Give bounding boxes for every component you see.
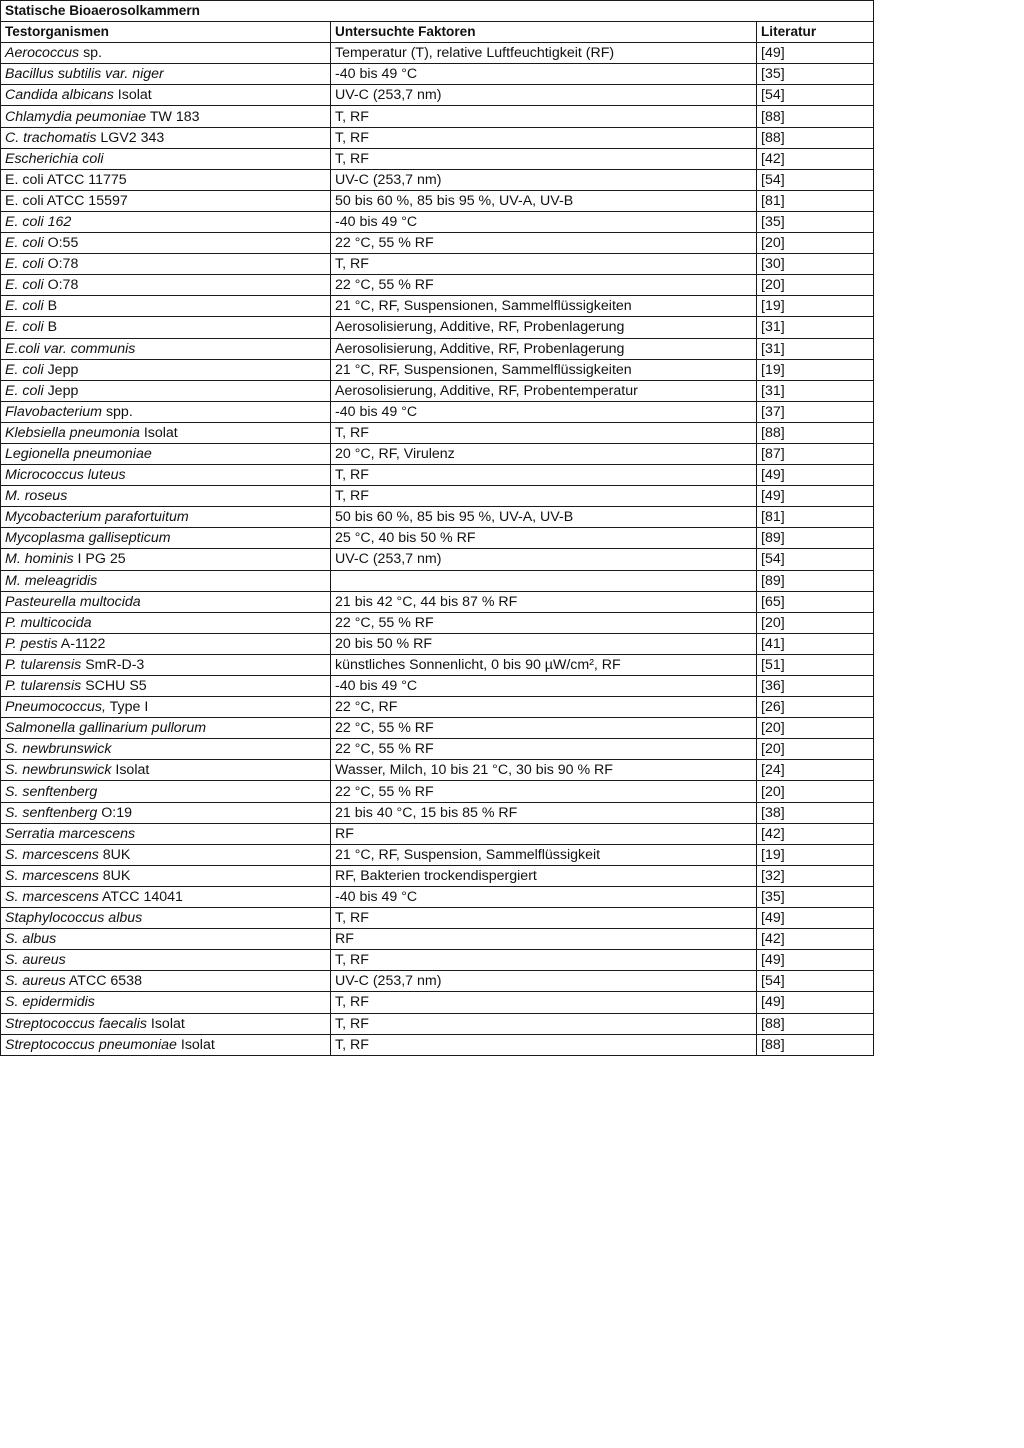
reference-cell: [35] <box>757 64 874 85</box>
organism-strain: Isolat <box>146 1015 185 1032</box>
organism-cell <box>1 507 331 528</box>
organism-species: E. coli <box>5 235 44 252</box>
reference-cell: [19] <box>757 359 874 380</box>
organism-cell <box>1 654 331 675</box>
organism-species: Legionella pneumoniae <box>5 446 152 463</box>
reference-cell: [51] <box>757 654 874 675</box>
organism-cell <box>1 127 331 148</box>
organism-cell <box>1 908 331 929</box>
reference-cell: [32] <box>757 865 874 886</box>
table-row <box>1 802 874 823</box>
reference-cell: [87] <box>757 443 874 464</box>
organism-species: Klebsiella pneumonia <box>5 424 140 441</box>
factors-cell: UV-C (253,7 nm) <box>331 971 757 992</box>
organism-strain: Isolat <box>111 762 150 779</box>
table-row <box>1 865 874 886</box>
reference-cell: [81] <box>757 190 874 211</box>
factors-cell: 21 bis 40 °C, 15 bis 85 % RF <box>331 802 757 823</box>
table-header-row <box>1 22 874 43</box>
organism-strain: Jepp <box>43 382 79 399</box>
organism-cell <box>1 338 331 359</box>
factors-cell: T, RF <box>331 422 757 443</box>
table-row <box>1 570 874 591</box>
table-row <box>1 85 874 106</box>
organism-cell <box>1 612 331 633</box>
organism-species: Escherichia coli <box>5 150 104 167</box>
table-row <box>1 950 874 971</box>
factors-cell: 21 °C, RF, Suspension, Sammelflüssigkeit <box>331 844 757 865</box>
reference-cell: [42] <box>757 823 874 844</box>
table-row <box>1 718 874 739</box>
organism-species: Mycoplasma gallisepticum <box>5 530 171 547</box>
factors-cell: T, RF <box>331 908 757 929</box>
factors-cell: RF <box>331 823 757 844</box>
table-row <box>1 465 874 486</box>
reference-cell: [31] <box>757 317 874 338</box>
factors-cell: T, RF <box>331 148 757 169</box>
factors-cell: UV-C (253,7 nm) <box>331 85 757 106</box>
organism-cell <box>1 486 331 507</box>
organism-cell <box>1 190 331 211</box>
organism-species: S. aureus <box>5 973 66 990</box>
organism-cell <box>1 169 331 190</box>
organism-cell <box>1 465 331 486</box>
organism-cell <box>1 929 331 950</box>
organism-strain: O:78 <box>43 256 79 273</box>
factors-cell: 25 °C, 40 bis 50 % RF <box>331 528 757 549</box>
factors-cell: T, RF <box>331 465 757 486</box>
organism-strain: Isolat <box>176 1036 215 1053</box>
organism-cell <box>1 528 331 549</box>
reference-cell: [49] <box>757 992 874 1013</box>
factors-cell: 20 bis 50 % RF <box>331 633 757 654</box>
organism-species: Streptococcus faecalis <box>5 1015 147 1032</box>
organism-cell <box>1 275 331 296</box>
factors-cell: -40 bis 49 °C <box>331 211 757 232</box>
organism-strain: ATCC 6538 <box>65 973 142 990</box>
factors-cell: 50 bis 60 %, 85 bis 95 %, UV-A, UV-B <box>331 190 757 211</box>
table-row <box>1 443 874 464</box>
reference-cell: [24] <box>757 760 874 781</box>
organism-species: S. marcescens <box>5 888 99 905</box>
organism-strain: B <box>43 319 58 336</box>
reference-cell: [35] <box>757 211 874 232</box>
reference-cell: [49] <box>757 465 874 486</box>
organism-cell <box>1 865 331 886</box>
organism-species: Pasteurella multocida <box>5 593 141 610</box>
organism-cell <box>1 317 331 338</box>
organism-species: Streptococcus pneumoniae <box>5 1036 177 1053</box>
organism-cell <box>1 148 331 169</box>
reference-cell: [37] <box>757 401 874 422</box>
organism-species: P. multicocida <box>5 614 92 631</box>
factors-cell: 22 °C, 55 % RF <box>331 233 757 254</box>
organism-cell <box>1 549 331 570</box>
organism-strain: I PG 25 <box>73 551 126 568</box>
table-row <box>1 380 874 401</box>
table-row <box>1 844 874 865</box>
organism-cell <box>1 570 331 591</box>
organism-strain: SCHU S5 <box>81 678 147 695</box>
table-row <box>1 654 874 675</box>
organism-strain: Type I <box>105 699 149 716</box>
reference-cell: [88] <box>757 127 874 148</box>
reference-cell: [19] <box>757 296 874 317</box>
reference-cell: [65] <box>757 591 874 612</box>
factors-cell: -40 bis 49 °C <box>331 886 757 907</box>
organism-cell <box>1 591 331 612</box>
organism-species: Micrococcus luteus <box>5 467 126 484</box>
reference-cell: [20] <box>757 781 874 802</box>
organism-strain: ATCC 14041 <box>98 888 183 905</box>
organism-species: M. meleagridis <box>5 572 98 589</box>
organism-strain: E. coli ATCC 11775 <box>5 171 127 188</box>
organism-strain: O:55 <box>43 235 79 252</box>
reference-cell: [19] <box>757 844 874 865</box>
organism-cell <box>1 992 331 1013</box>
organism-strain: A-1122 <box>57 635 106 652</box>
table-row <box>1 43 874 64</box>
factors-cell: T, RF <box>331 992 757 1013</box>
reference-cell: [88] <box>757 106 874 127</box>
reference-cell: [35] <box>757 886 874 907</box>
organism-strain: Isolat <box>139 424 178 441</box>
reference-cell: [54] <box>757 169 874 190</box>
table-row <box>1 169 874 190</box>
organism-species: S. marcescens <box>5 867 99 884</box>
table-row <box>1 507 874 528</box>
reference-cell: [36] <box>757 676 874 697</box>
organism-species: S. aureus <box>5 952 66 969</box>
table-row <box>1 338 874 359</box>
organism-strain: TW 183 <box>146 108 200 125</box>
organism-cell <box>1 823 331 844</box>
table-row <box>1 760 874 781</box>
factors-cell: 20 °C, RF, Virulenz <box>331 443 757 464</box>
table-row <box>1 275 874 296</box>
organism-strain: Isolat <box>113 87 152 104</box>
reference-cell: [49] <box>757 908 874 929</box>
table-title: Statische Bioaerosolkammern <box>1 1 874 22</box>
table-row <box>1 254 874 275</box>
organism-strain: SmR-D-3 <box>81 656 145 673</box>
organism-species: S. senftenberg <box>5 783 98 800</box>
organism-cell <box>1 380 331 401</box>
reference-cell: [88] <box>757 1034 874 1055</box>
factors-cell: 21 bis 42 °C, 44 bis 87 % RF <box>331 591 757 612</box>
table-row <box>1 528 874 549</box>
factors-cell: -40 bis 49 °C <box>331 401 757 422</box>
reference-cell: [31] <box>757 338 874 359</box>
factors-cell: 50 bis 60 %, 85 bis 95 %, UV-A, UV-B <box>331 507 757 528</box>
factors-cell: Aerosolisierung, Additive, RF, Probentemperatur <box>331 380 757 401</box>
organism-cell <box>1 443 331 464</box>
table-row <box>1 359 874 380</box>
reference-cell: [30] <box>757 254 874 275</box>
table-row <box>1 64 874 85</box>
organism-cell <box>1 950 331 971</box>
table-row <box>1 908 874 929</box>
factors-cell: Temperatur (T), relative Luftfeuchtigkeit (RF) <box>331 43 757 64</box>
reference-cell: [54] <box>757 85 874 106</box>
reference-cell: [88] <box>757 422 874 443</box>
organism-species: Aerococcus <box>5 45 80 62</box>
reference-cell: [89] <box>757 528 874 549</box>
organism-cell <box>1 43 331 64</box>
organism-species: S. marcescens <box>5 846 99 863</box>
organism-cell <box>1 422 331 443</box>
organism-cell <box>1 697 331 718</box>
reference-cell: [42] <box>757 929 874 950</box>
factors-cell: T, RF <box>331 1034 757 1055</box>
reference-cell: [54] <box>757 549 874 570</box>
factors-cell: Aerosolisierung, Additive, RF, Probenlagerung <box>331 317 757 338</box>
organism-strain: B <box>43 298 58 315</box>
table-row <box>1 697 874 718</box>
reference-cell: [42] <box>757 148 874 169</box>
table-row <box>1 148 874 169</box>
reference-cell: [38] <box>757 802 874 823</box>
table-row <box>1 929 874 950</box>
reference-cell: [20] <box>757 718 874 739</box>
header-factors: Untersuchte Faktoren <box>331 22 757 43</box>
factors-cell: T, RF <box>331 127 757 148</box>
organism-cell <box>1 676 331 697</box>
table-row <box>1 211 874 232</box>
organism-species: Salmonella gallinarium pullorum <box>5 720 207 737</box>
organism-species: E. coli <box>5 256 44 273</box>
organism-strain: sp. <box>79 45 102 62</box>
factors-cell: UV-C (253,7 nm) <box>331 549 757 570</box>
table-row <box>1 549 874 570</box>
factors-cell: künstliches Sonnenlicht, 0 bis 90 µW/cm², RF <box>331 654 757 675</box>
organism-strain: O:78 <box>43 277 79 294</box>
reference-cell: [41] <box>757 633 874 654</box>
reference-cell: [88] <box>757 1013 874 1034</box>
organism-strain: E. coli ATCC 15597 <box>5 192 128 209</box>
organism-species: S. newbrunswick <box>5 741 112 758</box>
organism-species: S. epidermidis <box>5 994 95 1011</box>
organism-species: Candida albicans <box>5 87 114 104</box>
organism-cell <box>1 802 331 823</box>
organism-species: Mycobacterium parafortuitum <box>5 509 189 526</box>
table-row <box>1 781 874 802</box>
organism-cell <box>1 1013 331 1034</box>
organism-cell <box>1 106 331 127</box>
organism-species: M. roseus <box>5 488 68 505</box>
organism-cell <box>1 739 331 760</box>
organism-strain: spp. <box>102 403 133 420</box>
factors-cell: 22 °C, 55 % RF <box>331 718 757 739</box>
factors-cell: 22 °C, RF <box>331 697 757 718</box>
factors-cell: -40 bis 49 °C <box>331 64 757 85</box>
table-row <box>1 422 874 443</box>
organism-cell <box>1 401 331 422</box>
reference-cell: [20] <box>757 612 874 633</box>
table-row <box>1 190 874 211</box>
organism-cell <box>1 633 331 654</box>
factors-cell: T, RF <box>331 106 757 127</box>
organism-species: S. newbrunswick <box>5 762 112 779</box>
organism-cell <box>1 760 331 781</box>
organism-cell <box>1 211 331 232</box>
table-row <box>1 296 874 317</box>
organism-cell <box>1 64 331 85</box>
organism-cell <box>1 85 331 106</box>
organism-species: S. albus <box>5 931 57 948</box>
factors-cell: T, RF <box>331 950 757 971</box>
header-organisms: Testorganismen <box>1 22 331 43</box>
organism-cell <box>1 1034 331 1055</box>
table-row <box>1 1013 874 1034</box>
table-row <box>1 886 874 907</box>
table-row <box>1 591 874 612</box>
factors-cell: 22 °C, 55 % RF <box>331 612 757 633</box>
reference-cell: [20] <box>757 739 874 760</box>
factors-cell: T, RF <box>331 254 757 275</box>
table-row <box>1 633 874 654</box>
organism-cell <box>1 233 331 254</box>
organism-species: E. coli 162 <box>5 213 72 230</box>
reference-cell: [20] <box>757 275 874 296</box>
organism-species: P. tularensis <box>5 656 82 673</box>
organism-cell <box>1 296 331 317</box>
organism-species: E. coli <box>5 319 44 336</box>
reference-cell: [49] <box>757 43 874 64</box>
factors-cell: Aerosolisierung, Additive, RF, Probenlagerung <box>331 338 757 359</box>
organism-cell <box>1 971 331 992</box>
factors-cell: 22 °C, 55 % RF <box>331 739 757 760</box>
reference-cell: [31] <box>757 380 874 401</box>
table-row <box>1 233 874 254</box>
factors-cell: RF <box>331 929 757 950</box>
organism-cell <box>1 844 331 865</box>
factors-cell: 22 °C, 55 % RF <box>331 275 757 296</box>
factors-cell <box>331 570 757 591</box>
organism-cell <box>1 718 331 739</box>
organism-strain: 8UK <box>98 846 131 863</box>
organism-species: Staphylococcus albus <box>5 910 143 927</box>
factors-cell: 21 °C, RF, Suspensionen, Sammelflüssigkeiten <box>331 359 757 380</box>
header-literature: Literatur <box>757 22 874 43</box>
organism-species: Bacillus subtilis var. niger <box>5 66 164 83</box>
organism-cell <box>1 781 331 802</box>
table-row <box>1 1034 874 1055</box>
organism-strain: Jepp <box>43 361 79 378</box>
organism-species: E. coli <box>5 277 44 294</box>
reference-cell: [20] <box>757 233 874 254</box>
reference-cell: [89] <box>757 570 874 591</box>
organism-cell <box>1 254 331 275</box>
organism-strain: LGV2 343 <box>96 129 165 146</box>
organism-species: Chlamydia peumoniae <box>5 108 147 125</box>
table-row <box>1 739 874 760</box>
table-row <box>1 127 874 148</box>
organism-species: P. tularensis <box>5 678 82 695</box>
organism-species: M. hominis <box>5 551 74 568</box>
factors-cell: -40 bis 49 °C <box>331 676 757 697</box>
table-row <box>1 971 874 992</box>
organism-species: E. coli <box>5 361 44 378</box>
organism-species: E. coli <box>5 382 44 399</box>
factors-cell: T, RF <box>331 1013 757 1034</box>
organism-species: C. trachomatis <box>5 129 97 146</box>
factors-cell: UV-C (253,7 nm) <box>331 169 757 190</box>
organism-cell <box>1 359 331 380</box>
factors-cell: 21 °C, RF, Suspensionen, Sammelflüssigkeiten <box>331 296 757 317</box>
organism-species: Flavobacterium <box>5 403 102 420</box>
organism-strain: 8UK <box>98 867 131 884</box>
organism-species: Serratia marcescens <box>5 825 136 842</box>
table-row <box>1 612 874 633</box>
organism-species: S. senftenberg <box>5 804 98 821</box>
table-row <box>1 486 874 507</box>
table-row <box>1 992 874 1013</box>
organism-species: E. coli <box>5 298 44 315</box>
organism-species: E.coli var. communis <box>5 340 136 357</box>
factors-cell: Wasser, Milch, 10 bis 21 °C, 30 bis 90 % RF <box>331 760 757 781</box>
table-row <box>1 823 874 844</box>
organism-cell <box>1 886 331 907</box>
organism-species: Pneumococcus, <box>5 699 106 716</box>
reference-cell: [26] <box>757 697 874 718</box>
reference-cell: [49] <box>757 950 874 971</box>
table-row <box>1 317 874 338</box>
reference-cell: [54] <box>757 971 874 992</box>
reference-cell: [81] <box>757 507 874 528</box>
table-title-row <box>1 1 874 22</box>
factors-cell: T, RF <box>331 486 757 507</box>
organism-species: P. pestis <box>5 635 58 652</box>
table-row <box>1 676 874 697</box>
table-row <box>1 401 874 422</box>
factors-cell: 22 °C, 55 % RF <box>331 781 757 802</box>
factors-cell: RF, Bakterien trockendispergiert <box>331 865 757 886</box>
organism-strain: O:19 <box>97 804 132 821</box>
table-row <box>1 106 874 127</box>
reference-cell: [49] <box>757 486 874 507</box>
